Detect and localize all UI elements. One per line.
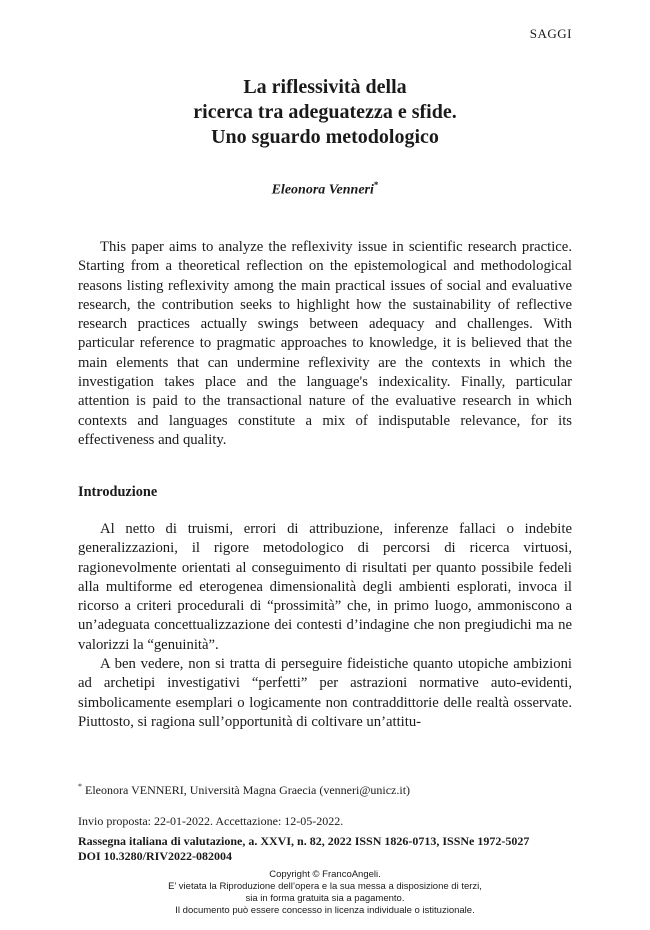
author-footnote-mark: * [373, 180, 379, 190]
author-footnote [78, 782, 572, 798]
paragraph: Al netto di truismi, errori di attribuzione, inferenze fallaci o indebite generalizzazioni, il rigore metodologico di percorsi di ricerca virtuosi, ragionevolmente orientati al conseguimento di risultati per quanto possibile fedeli alla multiforme ed eterogenea dimensionalità degli ambienti esplorati, invoca il ricorso a criteri procedurali di “prossimità” che, in primo luogo, ammoniscono a un’adeguata concettualizzazione dei contesti d’indagine che non pregiudichi ma ne valorizzi la “genuinità”. [78, 521, 572, 653]
footnote-text: Eleonora VENNERI, Università Magna Graecia (venneri@unicz.it) [85, 783, 411, 797]
body-text [78, 520, 572, 732]
footnote-mark: * [78, 782, 82, 791]
title-line: Uno sguardo metodologico [211, 126, 439, 148]
section-tag: SAGGI [529, 26, 572, 41]
submission-dates: Invio proposta: 22-01-2022. Accettazione: 12-05-2022. [78, 814, 344, 828]
copyright-line: sia in forma gratuita sia a pagamento. [245, 893, 405, 904]
abstract: This paper aims to analyze the reflexivity issue in scientific research practice. Starting from a theoretical reflection on the epistemological and methodological reasons listing reflexivity among the main practical issues of social and evaluative research, the contribution seeks to highlight how the sustainability of reflective research practices actually swings between adequacy and challenges. With particular reference to pragmatic approaches to knowledge, it is believed that the main elements that can undermine reflexivity are the contexts in which the investigation takes place and the language's indexicality. Finally, particular attention is paid to the transactional nature of the evaluative research in which contexts and languages constitute a mix of indisputable relevance, for its effectiveness and quality. [78, 239, 572, 448]
journal-info: Rassegna italiana di valutazione, a. XXVI, n. 82, 2022 ISSN 1826-0713, ISSNe 1972-5027 [78, 834, 530, 848]
section-heading: Introduzione [78, 484, 158, 500]
copyright-line: Il documento può essere concesso in licenza individuale o istituzionale. [175, 905, 475, 916]
journal-citation [78, 834, 572, 864]
copyright-line: E’ vietata la Riproduzione dell’opera e la sua messa a disposizione di terzi, [168, 881, 482, 892]
paragraph: A ben vedere, non si tratta di perseguire fideistiche quanto utopiche ambizioni ad archetipi investigativi “perfetti” per astrazioni normative auto-evidenti, simbolicamente esemplari o logicamente non contraddittorie delle realtà osservate. Piuttosto, si ragiona sull’opportunità di coltivare un’attitu- [78, 656, 572, 730]
copyright-notice [0, 869, 650, 917]
title-line: La riflessività della [243, 76, 407, 98]
title-line: ricerca tra adeguatezza e sfide. [193, 101, 457, 123]
article-title [78, 75, 572, 150]
doi: DOI 10.3280/RIV2022-082004 [78, 849, 233, 863]
author-name: Eleonora Venneri [271, 182, 374, 198]
author-line [78, 180, 572, 199]
copyright-line: Copyright © FrancoAngeli. [269, 869, 381, 880]
